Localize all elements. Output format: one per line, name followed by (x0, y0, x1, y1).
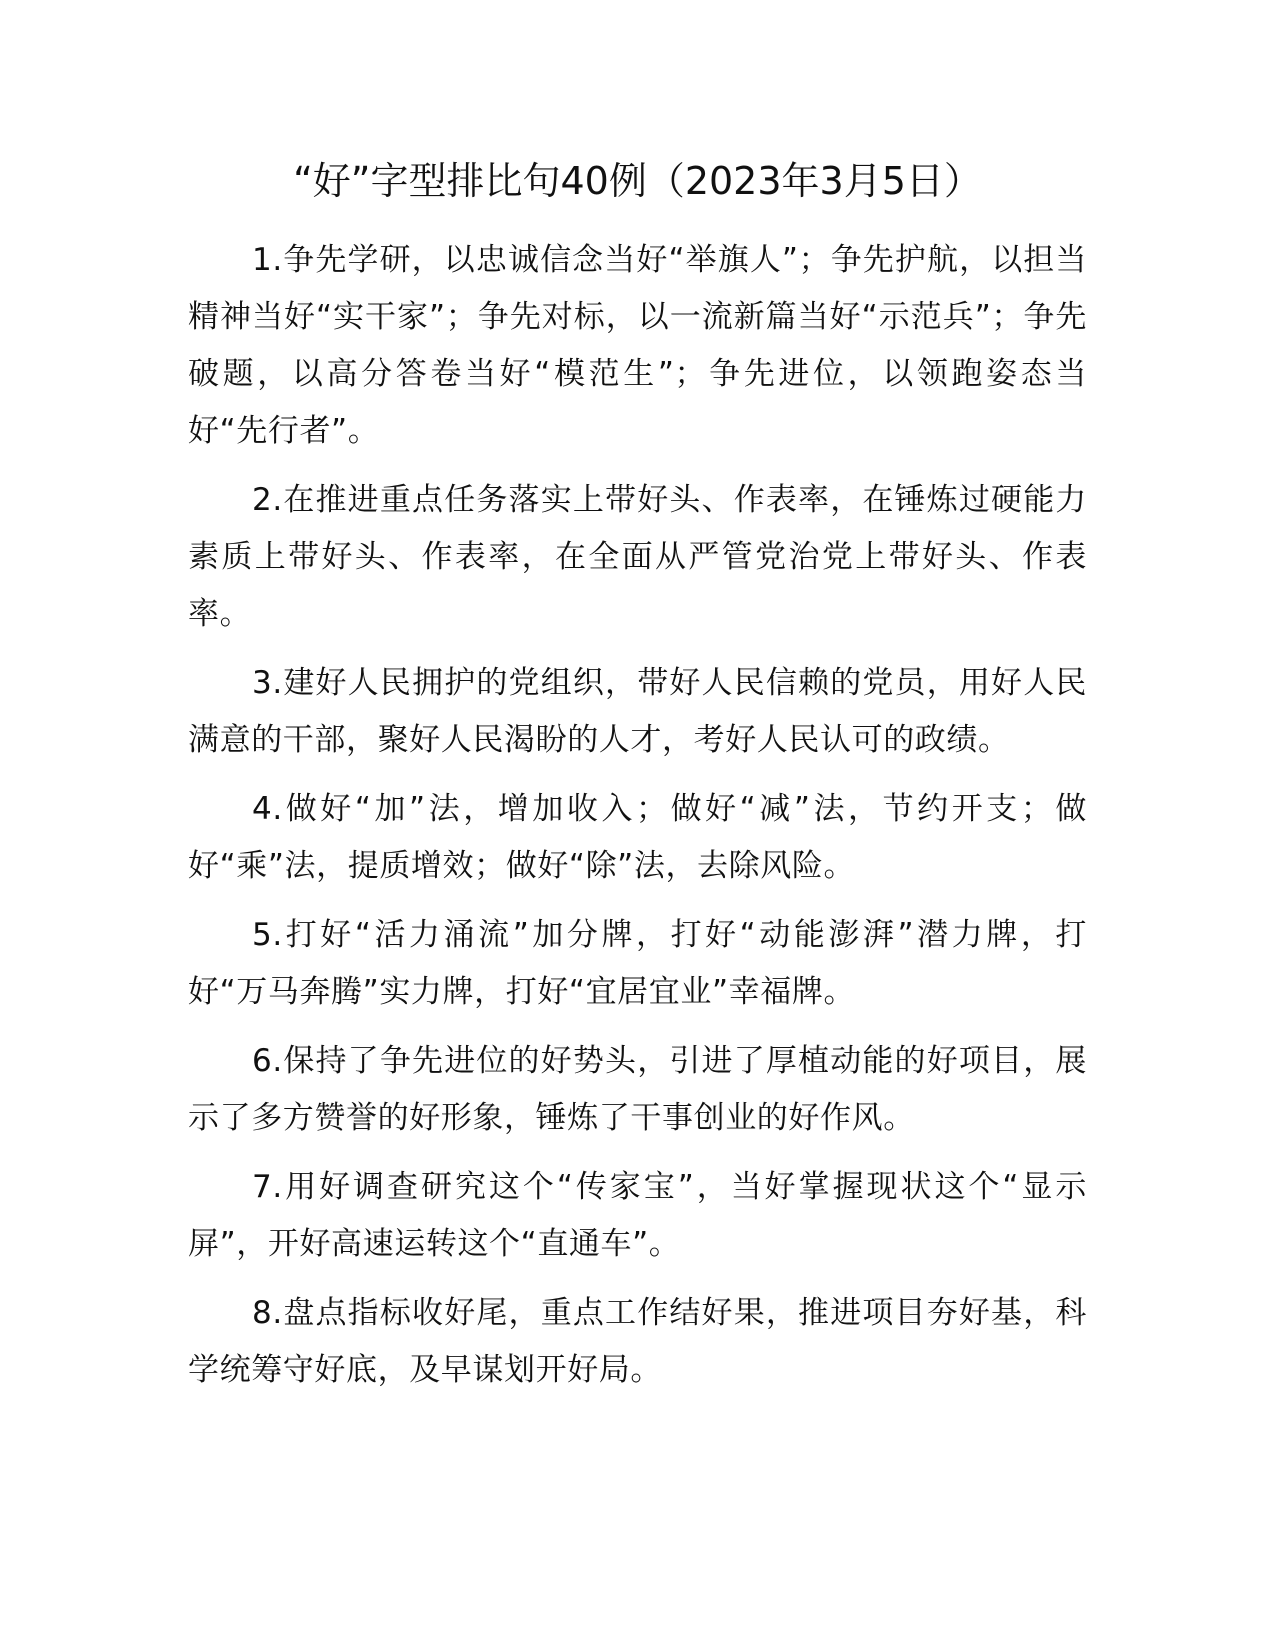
document-title: “好”字型排比句40例（2023年3月5日） (293, 159, 982, 203)
paragraph-8: 8.盘点指标收好尾，重点工作结好果，推进项目夯好基，科学统筹守好底，及早谋划开好局。 (188, 1295, 1087, 1388)
paragraph-2: 2.在推进重点任务落实上带好头、作表率，在锤炼过硬能力素质上带好头、作表率，在全面从严管党治党上带好头、作表率。 (188, 482, 1087, 632)
document-body (188, 232, 1087, 1411)
paragraph-5: 5.打好“活力涌流”加分牌，打好“动能澎湃”潜力牌，打好“万马奔腾”实力牌，打好“宜居宜业”幸福牌。 (188, 917, 1087, 1010)
paragraph-4: 4.做好“加”法，增加收入；做好“减”法，节约开支；做好“乘”法，提质增效；做好“除”法，去除风险。 (188, 791, 1087, 884)
paragraph-6: 6.保持了争先进位的好势头，引进了厚植动能的好项目，展示了多方赞誉的好形象，锤炼了干事创业的好作风。 (188, 1043, 1087, 1136)
paragraph-7: 7.用好调查研究这个“传家宝”，当好掌握现状这个“显示屏”，开好高速运转这个“直通车”。 (188, 1169, 1087, 1262)
paragraph-3: 3.建好人民拥护的党组织，带好人民信赖的党员，用好人民满意的干部，聚好人民渴盼的人才，考好人民认可的政绩。 (188, 665, 1087, 758)
paragraph-1: 1.争先学研，以忠诚信念当好“举旗人”；争先护航，以担当精神当好“实干家”；争先对标，以一流新篇当好“示范兵”；争先破题，以高分答卷当好“模范生”；争先进位，以领跑姿态当好“先行者”。 (188, 242, 1087, 449)
